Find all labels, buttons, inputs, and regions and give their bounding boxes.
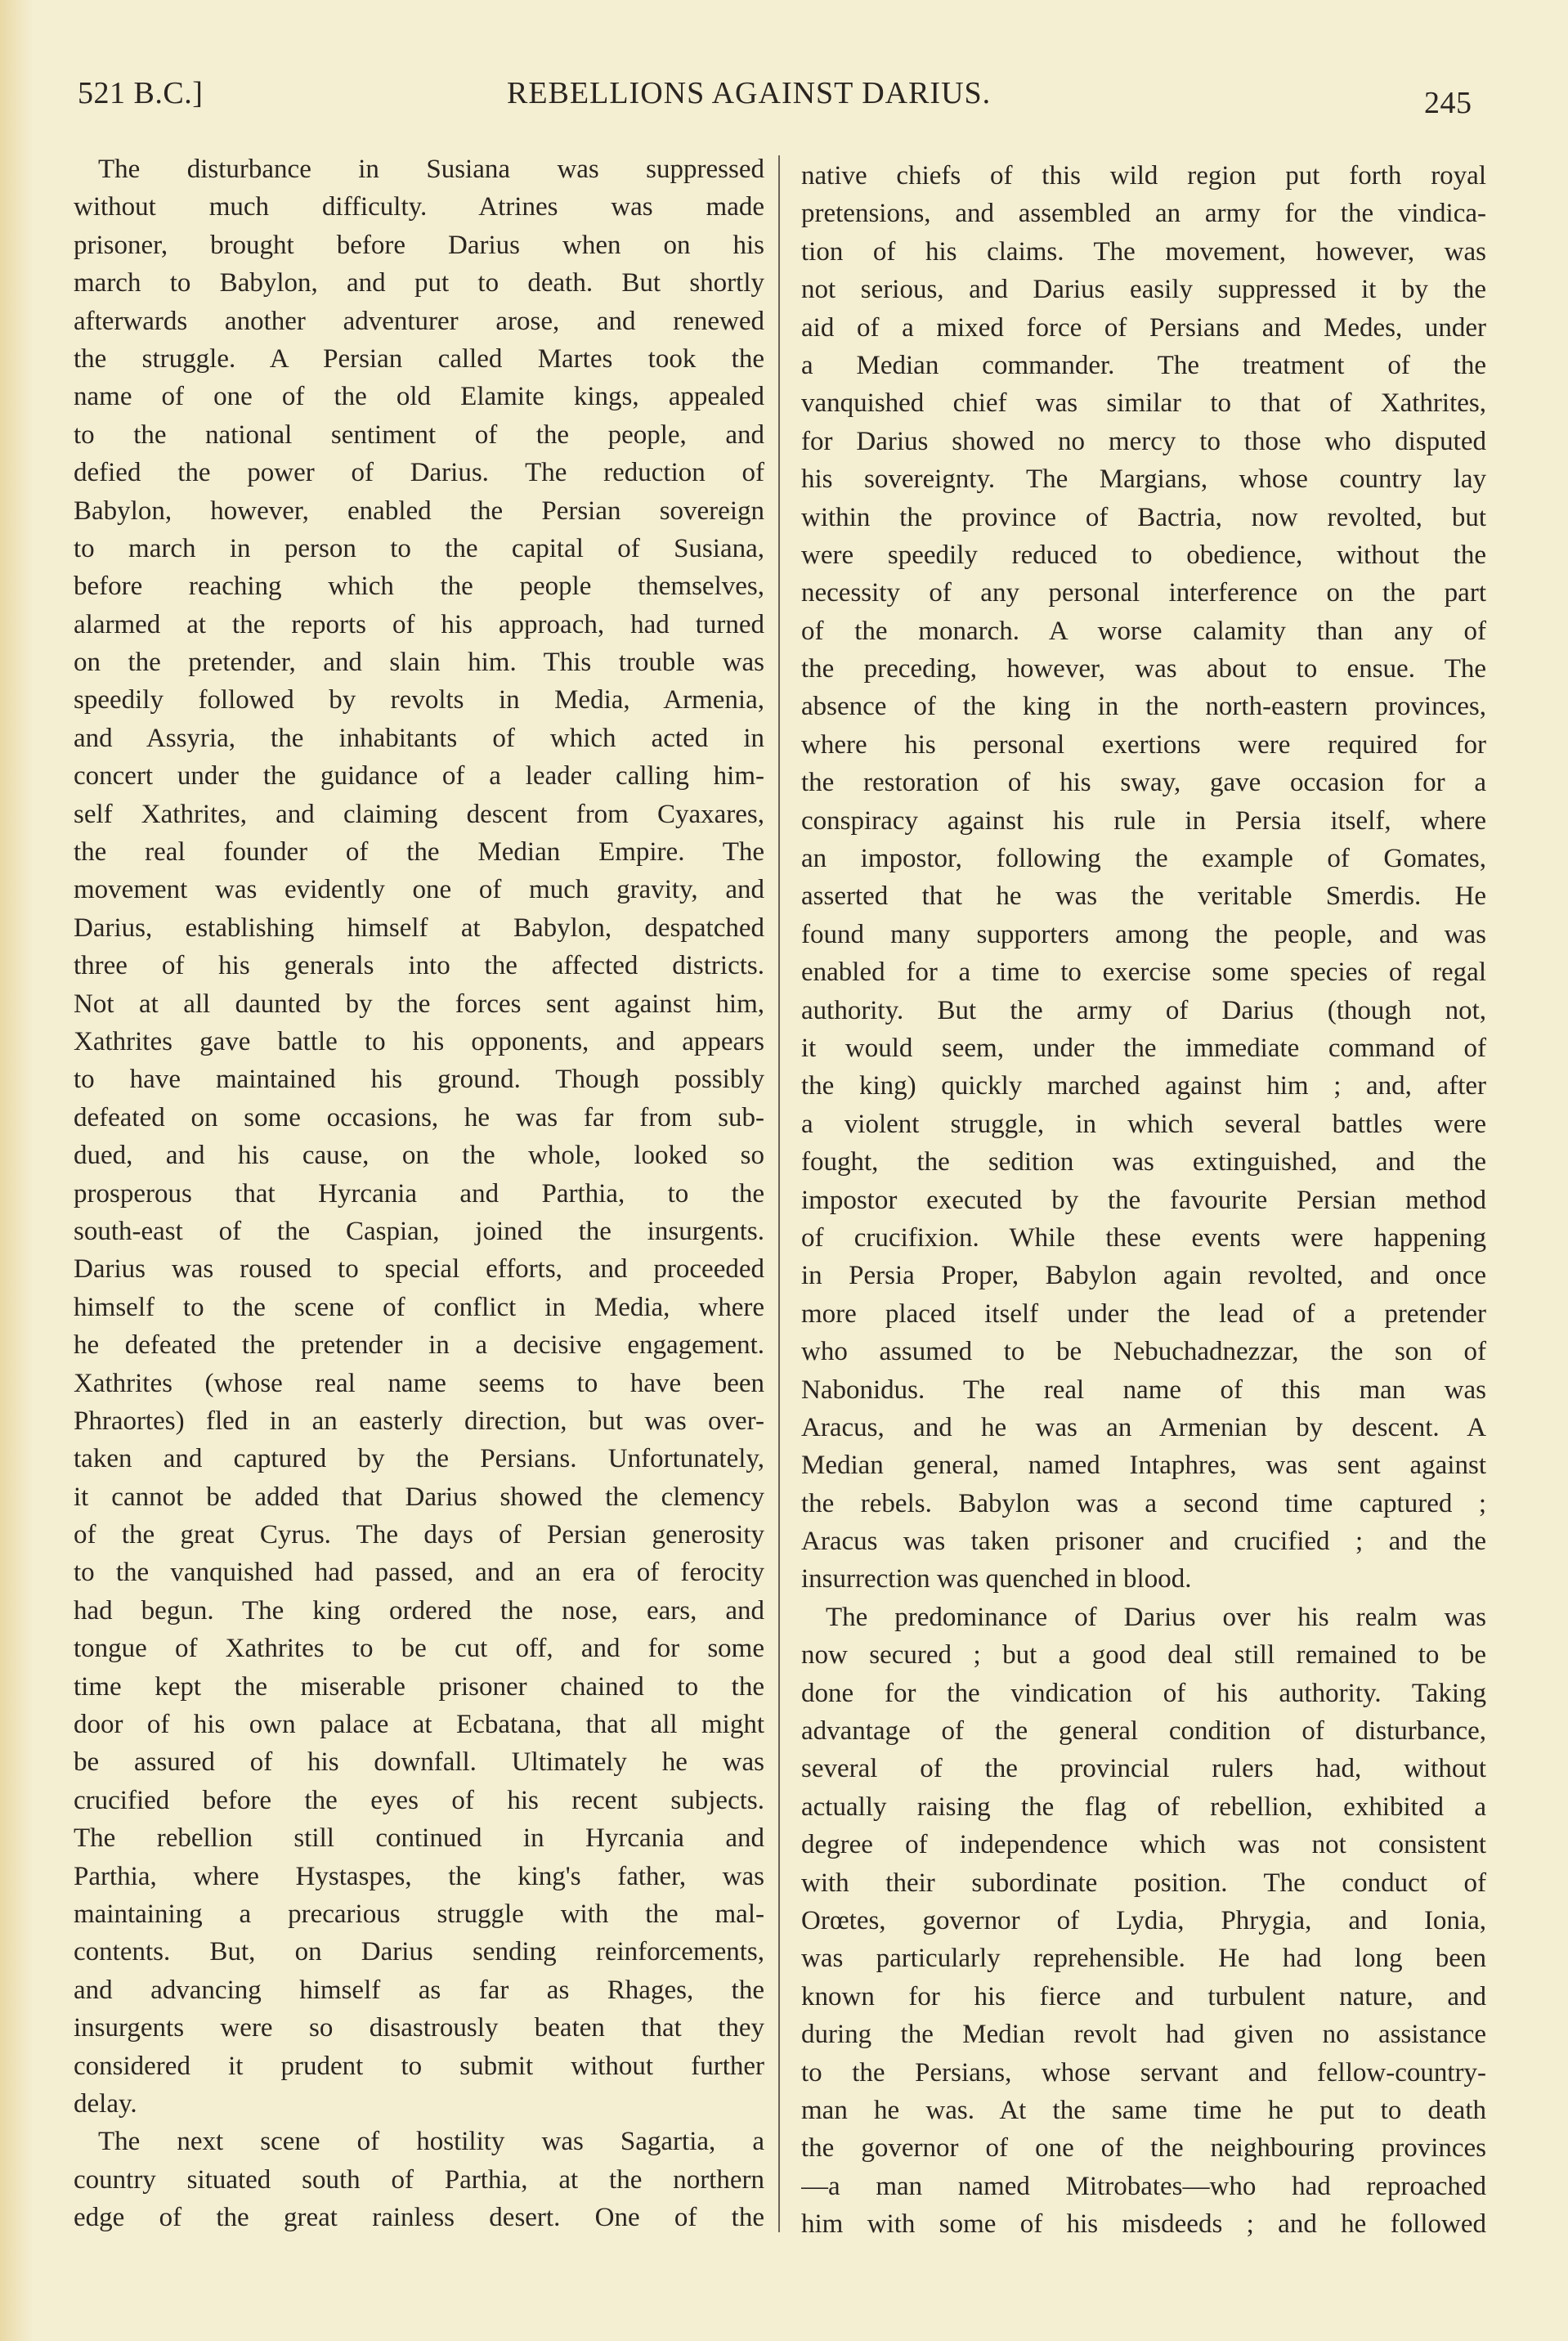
text-line: Orœtes, governor of Lydia, Phrygia, and Ionia,	[801, 1905, 1486, 1935]
text-line: degree of independence which was not consistent	[801, 1830, 1486, 1860]
text-line: door of his own palace at Ecbatana, that all might	[74, 1710, 764, 1740]
text-line: south-east of the Caspian, joined the insurgents.	[74, 1216, 764, 1246]
text-line: and advancing himself as far as Rhages, the	[74, 1975, 764, 2005]
text-line: found many supporters among the people, and was	[801, 919, 1486, 949]
text-line: of crucifixion. While these events were happening	[801, 1222, 1486, 1253]
text-line: movement was evidently one of much gravity, and	[74, 875, 764, 905]
text-line: Babylon, however, enabled the Persian sovereign	[74, 496, 764, 526]
text-line: tion of his claims. The movement, however, was	[801, 236, 1486, 267]
text-line: known for his fierce and turbulent nature, and	[801, 1981, 1486, 2011]
page-number: 245	[1424, 86, 1472, 120]
text-line: on the pretender, and slain him. This trouble was	[74, 648, 764, 678]
text-line: defied the power of Darius. The reduction of	[74, 458, 764, 488]
text-line: three of his generals into the affected districts.	[74, 951, 764, 981]
text-line: the real founder of the Median Empire. The	[74, 837, 764, 868]
text-line: his sovereignty. The Margians, whose country lay	[801, 464, 1486, 495]
text-line: himself to the scene of conflict in Media, where	[74, 1292, 764, 1322]
text-line: taken and captured by the Persians. Unfortunately,	[74, 1444, 764, 1474]
text-line: Xathrites (whose real name seems to have been	[74, 1368, 764, 1398]
text-line: defeated on some occasions, he was far from sub-	[74, 1102, 764, 1132]
text-line: The next scene of hostility was Sagartia, a	[98, 2127, 764, 2157]
text-line: pretensions, and assembled an army for the vindica-	[801, 199, 1486, 229]
text-line: Xathrites gave battle to his opponents, and appears	[74, 1026, 764, 1056]
text-line: crucified before the eyes of his recent subjects.	[74, 1785, 764, 1815]
text-line: actually raising the flag of rebellion, exhibited a	[801, 1792, 1486, 1822]
text-line: was particularly reprehensible. He had long been	[801, 1944, 1486, 1974]
text-line: to the vanquished had passed, and an era of ferocity	[74, 1558, 764, 1588]
text-line: conspiracy against his rule in Persia itself, where	[801, 805, 1486, 836]
text-line: Aracus was taken prisoner and crucified ; and the	[801, 1527, 1486, 1557]
text-line: enabled for a time to exercise some species of regal	[801, 957, 1486, 988]
text-line: fought, the sedition was extinguished, and the	[801, 1147, 1486, 1177]
text-line: to the Persians, whose servant and fellow-country-	[801, 2057, 1486, 2088]
text-line: had begun. The king ordered the nose, ears, and	[74, 1595, 764, 1626]
text-line: of the great Cyrus. The days of Persian generosity	[74, 1520, 764, 1550]
text-line: were speedily reduced to obedience, without the	[801, 540, 1486, 570]
text-line: alarmed at the reports of his approach, had turned	[74, 609, 764, 639]
text-line: delay.	[74, 2088, 137, 2119]
text-line: several of the provincial rulers had, without	[801, 1754, 1486, 1784]
text-line: more placed itself under the lead of a pretender	[801, 1298, 1486, 1329]
text-line: Aracus, and he was an Armenian by descent. A	[801, 1412, 1486, 1442]
text-line: maintaining a precarious struggle with the mal-	[74, 1899, 764, 1929]
text-line: who assumed to be Nebuchadnezzar, the son of	[801, 1337, 1486, 1367]
text-line: The disturbance in Susiana was suppressed	[98, 155, 764, 184]
text-line: concert under the guidance of a leader calling him-	[74, 761, 764, 792]
text-line: an impostor, following the example of Gomates,	[801, 844, 1486, 874]
text-line: Parthia, where Hystaspes, the king's father, was	[74, 1861, 764, 1891]
text-line: without much difficulty. Atrines was made	[74, 192, 764, 222]
text-line: within the province of Bactria, now revolted, but	[801, 502, 1486, 532]
text-line: The predominance of Darius over his realm was	[826, 1602, 1486, 1632]
text-line: done for the vindication of his authority. Taking	[801, 1678, 1486, 1708]
text-line: contents. But, on Darius sending reinforcements,	[74, 1937, 764, 1967]
text-line: Phraortes) fled in an easterly direction, but was over-	[74, 1406, 764, 1436]
text-line: a Median commander. The treatment of the	[801, 350, 1486, 380]
text-line: insurrection was quenched in blood.	[801, 1564, 1192, 1594]
text-line: Median general, named Intaphres, was sent against	[801, 1451, 1486, 1481]
text-line: to have maintained his ground. Though possibly	[74, 1065, 764, 1095]
text-line: prosperous that Hyrcania and Parthia, to the	[74, 1178, 764, 1209]
text-line: authority. But the army of Darius (though not,	[801, 995, 1486, 1025]
text-line: the struggle. A Persian called Martes took the	[74, 343, 764, 374]
text-line: The rebellion still continued in Hyrcania and	[74, 1823, 764, 1854]
page-edge-shadow	[0, 0, 33, 2341]
text-line: asserted that he was the veritable Smerdis. He	[801, 881, 1486, 912]
text-line: for Darius showed no mercy to those who disputed	[801, 426, 1486, 456]
text-line: to the national sentiment of the people, and	[74, 419, 764, 450]
running-head-title: REBELLIONS AGAINST DARIUS.	[507, 76, 992, 110]
text-line: not serious, and Darius easily suppressed it by the	[801, 275, 1486, 305]
text-line: vanquished chief was similar to that of Xathrites,	[801, 388, 1486, 419]
text-line: Nabonidus. The real name of this man was	[801, 1375, 1486, 1405]
text-line: —a man named Mitrobates—who had reproached	[801, 2171, 1486, 2201]
text-line: self Xathrites, and claiming descent from Cyaxares,	[74, 799, 764, 829]
text-line: before reaching which the people themselves,	[74, 572, 764, 602]
text-line: he defeated the pretender in a decisive engagement.	[74, 1330, 764, 1361]
text-line: speedily followed by revolts in Media, Armenia,	[74, 685, 764, 715]
text-line: name of one of the old Elamite kings, appealed	[74, 382, 764, 412]
text-line: him with some of his misdeeds ; and he followed	[801, 2209, 1486, 2240]
text-line: the governor of one of the neighbouring provinces	[801, 2133, 1486, 2164]
text-line: of the monarch. A worse calamity than any of	[801, 616, 1486, 646]
running-head-date: 521 B.C.]	[78, 76, 204, 110]
text-line: a violent struggle, in which several battles were	[801, 1109, 1486, 1139]
text-line: it cannot be added that Darius showed the clemency	[74, 1482, 764, 1512]
text-column-left	[74, 150, 764, 2236]
text-line: tongue of Xathrites to be cut off, and for some	[74, 1634, 764, 1664]
text-line: country situated south of Parthia, at the northern	[74, 2164, 764, 2195]
text-line: march to Babylon, and put to death. But shortly	[74, 268, 764, 298]
text-line: with their subordinate position. The conduct of	[801, 1868, 1486, 1898]
text-line: the preceding, however, was about to ensue. The	[801, 654, 1486, 684]
text-line: impostor executed by the favourite Persian method	[801, 1185, 1486, 1215]
text-line: the restoration of his sway, gave occasion for a	[801, 768, 1486, 798]
text-line: it would seem, under the immediate command of	[801, 1033, 1486, 1063]
text-line: advantage of the general condition of disturbance,	[801, 1716, 1486, 1747]
text-line: where his personal exertions were required for	[801, 729, 1486, 760]
column-divider	[778, 155, 780, 2232]
text-line: now secured ; but a good deal still remained to be	[801, 1640, 1486, 1671]
text-line: necessity of any personal interference on the part	[801, 578, 1486, 608]
text-line: considered it prudent to submit without further	[74, 2051, 764, 2081]
text-line: native chiefs of this wild region put forth royal	[801, 161, 1486, 191]
text-line: prisoner, brought before Darius when on his	[74, 230, 764, 260]
text-line: absence of the king in the north-eastern provinces,	[801, 692, 1486, 722]
text-line: time kept the miserable prisoner chained to the	[74, 1671, 764, 1702]
text-line: dued, and his cause, on the whole, looked so	[74, 1141, 764, 1171]
text-line: man he was. At the same time he put to death	[801, 2095, 1486, 2125]
text-line: be assured of his downfall. Ultimately he was	[74, 1747, 764, 1778]
text-line: Darius was roused to special efforts, and proceeded	[74, 1254, 764, 1285]
text-line: to march in person to the capital of Susiana,	[74, 533, 764, 563]
text-line: afterwards another adventurer arose, and renewed	[74, 306, 764, 336]
text-line: Not at all daunted by the forces sent against him,	[74, 989, 764, 1019]
text-line: the king) quickly marched against him ; and, after	[801, 1071, 1486, 1101]
text-column-right	[801, 157, 1486, 2243]
text-line: insurgents were so disastrously beaten that they	[74, 2013, 764, 2043]
text-line: aid of a mixed force of Persians and Medes, under	[801, 312, 1486, 343]
text-line: during the Median revolt had given no assistance	[801, 2020, 1486, 2050]
text-line: and Assyria, the inhabitants of which acted in	[74, 723, 764, 753]
text-line: Darius, establishing himself at Babylon, despatched	[74, 913, 764, 943]
text-line: in Persia Proper, Babylon again revolted, and once	[801, 1261, 1486, 1291]
text-line: edge of the great rainless desert. One of the	[74, 2203, 764, 2233]
text-line: the rebels. Babylon was a second time captured ;	[801, 1488, 1486, 1518]
